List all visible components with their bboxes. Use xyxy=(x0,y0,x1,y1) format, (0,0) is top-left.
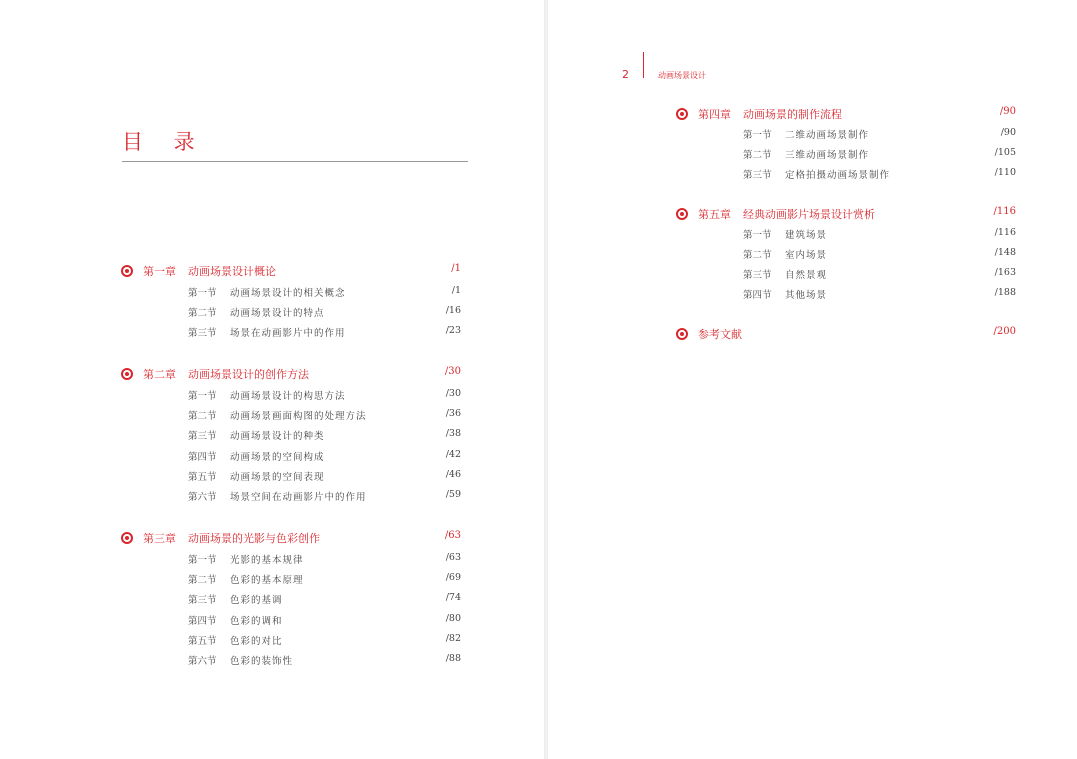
toc-title: 目 录 xyxy=(122,130,207,154)
section-page: /36 xyxy=(445,408,461,419)
chapter-page: /63 xyxy=(444,530,461,541)
section-page: /148 xyxy=(994,247,1016,258)
chapter-bullet-icon xyxy=(121,265,133,277)
section-page: /59 xyxy=(445,489,461,500)
toc-entry[interactable] xyxy=(188,449,461,463)
chapter-title: 动画场景设计的创作方法 xyxy=(188,368,309,381)
section-number: 第五节 xyxy=(188,636,217,647)
section-title: 建筑场景 xyxy=(785,230,828,241)
title-divider xyxy=(122,161,468,162)
section-title: 色彩的对比 xyxy=(230,636,283,647)
section-title: 动画场景设计的构思方法 xyxy=(230,391,346,402)
section-page: /42 xyxy=(445,449,461,460)
chapter-title: 经典动画影片场景设计赏析 xyxy=(743,208,875,221)
section-title: 色彩的调和 xyxy=(230,616,283,627)
section-page: /82 xyxy=(445,633,461,644)
section-number: 第五节 xyxy=(188,472,217,483)
section-number: 第一节 xyxy=(743,130,772,141)
section-number: 第四节 xyxy=(743,290,772,301)
section-number: 第一节 xyxy=(743,230,772,241)
section-title: 其他场景 xyxy=(785,290,828,301)
section-title: 定格拍摄动画场景制作 xyxy=(785,170,891,181)
chapter-page: /1 xyxy=(451,263,461,274)
section-number: 第三节 xyxy=(188,595,217,606)
section-page: /30 xyxy=(445,388,461,399)
section-title: 动画场景设计的特点 xyxy=(230,308,325,319)
chapter-number: 参考文献 xyxy=(698,328,742,341)
chapter-page: /116 xyxy=(993,206,1016,217)
section-number: 第六节 xyxy=(188,656,217,667)
chapter-number: 第五章 xyxy=(698,208,731,221)
section-page: /63 xyxy=(445,552,461,563)
section-number: 第二节 xyxy=(743,150,772,161)
chapter-page: /200 xyxy=(993,326,1016,337)
toc-entry[interactable] xyxy=(743,247,1016,261)
section-number: 第三节 xyxy=(743,270,772,281)
section-number: 第四节 xyxy=(188,616,217,627)
page-number: 2 xyxy=(622,68,629,81)
toc-entry[interactable] xyxy=(188,613,461,627)
section-page: /23 xyxy=(445,325,461,336)
chapter-number: 第一章 xyxy=(143,265,176,278)
toc-entry[interactable] xyxy=(743,287,1016,301)
section-title: 二维动画场景制作 xyxy=(785,130,870,141)
running-header-title: 动画场景设计 xyxy=(658,71,706,80)
section-title: 场景在动画影片中的作用 xyxy=(230,328,346,339)
chapter-page: /90 xyxy=(999,106,1016,117)
section-title: 自然景观 xyxy=(785,270,828,281)
section-number: 第一节 xyxy=(188,391,217,402)
section-page: /69 xyxy=(445,572,461,583)
section-page: /90 xyxy=(1000,127,1016,138)
toc-entry[interactable] xyxy=(743,127,1016,141)
section-page: /46 xyxy=(445,469,461,480)
chapter-1[interactable] xyxy=(121,263,461,279)
toc-entry[interactable] xyxy=(188,592,461,606)
toc-entry[interactable] xyxy=(188,408,461,422)
toc-entry[interactable] xyxy=(188,285,461,299)
toc-entry[interactable] xyxy=(743,167,1016,181)
chapter-number: 第四章 xyxy=(698,108,731,121)
toc-entry[interactable] xyxy=(188,552,461,566)
section-title: 光影的基本规律 xyxy=(230,555,304,566)
section-number: 第二节 xyxy=(743,250,772,261)
section-page: /116 xyxy=(994,227,1016,238)
chapter-2[interactable] xyxy=(121,366,461,382)
toc-entry[interactable] xyxy=(188,305,461,319)
chapter-number: 第二章 xyxy=(143,368,176,381)
chapter-page: /30 xyxy=(444,366,461,377)
section-page: /88 xyxy=(445,653,461,664)
chapter-5[interactable] xyxy=(676,206,1016,222)
section-title: 动画场景的空间表现 xyxy=(230,472,325,483)
section-title: 室内场景 xyxy=(785,250,828,261)
section-page: /105 xyxy=(994,147,1016,158)
section-page: /80 xyxy=(445,613,461,624)
chapter-number: 第三章 xyxy=(143,532,176,545)
chapter-bullet-icon xyxy=(676,108,688,120)
toc-entry[interactable] xyxy=(188,469,461,483)
section-page: /1 xyxy=(451,285,461,296)
section-number: 第三节 xyxy=(188,431,217,442)
chapter-title: 动画场景设计概论 xyxy=(188,265,276,278)
section-number: 第六节 xyxy=(188,492,217,503)
section-number: 第一节 xyxy=(188,555,217,566)
toc-entry[interactable] xyxy=(188,633,461,647)
section-title: 场景空间在动画影片中的作用 xyxy=(230,492,367,503)
toc-entry[interactable] xyxy=(743,227,1016,241)
chapter-bullet-icon xyxy=(121,368,133,380)
section-number: 第二节 xyxy=(188,575,217,586)
section-title: 色彩的装饰性 xyxy=(230,656,294,667)
section-title: 动画场景设计的种类 xyxy=(230,431,325,442)
header-divider xyxy=(643,52,644,78)
chapter-4[interactable] xyxy=(676,106,1016,122)
chapter-bullet-icon xyxy=(676,328,688,340)
toc-entry[interactable] xyxy=(743,267,1016,281)
toc-entry[interactable] xyxy=(188,572,461,586)
section-number: 第一节 xyxy=(188,288,217,299)
section-title: 色彩的基本原理 xyxy=(230,575,304,586)
section-title: 三维动画场景制作 xyxy=(785,150,870,161)
section-number: 第三节 xyxy=(188,328,217,339)
section-page: /110 xyxy=(994,167,1016,178)
section-title: 动画场景画面构图的处理方法 xyxy=(230,411,367,422)
section-number: 第四节 xyxy=(188,452,217,463)
section-page: /163 xyxy=(994,267,1016,278)
chapter-3[interactable] xyxy=(121,530,461,546)
section-number: 第三节 xyxy=(743,170,772,181)
section-title: 色彩的基调 xyxy=(230,595,283,606)
chapter-title: 动画场景的制作流程 xyxy=(743,108,842,121)
chapter-title: 动画场景的光影与色彩创作 xyxy=(188,532,320,545)
chapter-bullet-icon xyxy=(676,208,688,220)
section-page: /74 xyxy=(445,592,461,603)
section-page: /38 xyxy=(445,428,461,439)
chapter-bullet-icon xyxy=(121,532,133,544)
toc-entry[interactable] xyxy=(188,489,461,503)
section-number: 第二节 xyxy=(188,308,217,319)
toc-entry[interactable] xyxy=(188,388,461,402)
section-title: 动画场景的空间构成 xyxy=(230,452,325,463)
section-page: /16 xyxy=(445,305,461,316)
chapter-references[interactable] xyxy=(676,326,1016,342)
section-page: /188 xyxy=(994,287,1016,298)
toc-entry[interactable] xyxy=(188,325,461,339)
section-title: 动画场景设计的相关概念 xyxy=(230,288,346,299)
toc-entry[interactable] xyxy=(188,428,461,442)
toc-entry[interactable] xyxy=(188,653,461,667)
toc-entry[interactable] xyxy=(743,147,1016,161)
section-number: 第二节 xyxy=(188,411,217,422)
